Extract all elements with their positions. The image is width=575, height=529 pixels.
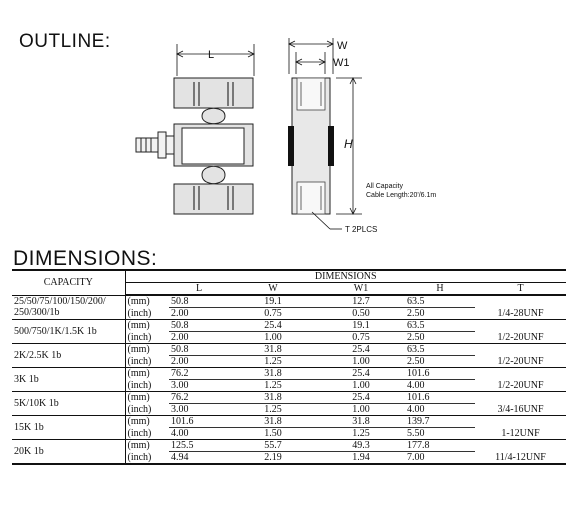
label-w: W (337, 40, 348, 52)
value-cell-t (475, 392, 566, 404)
unit-cell: (mm) (125, 320, 169, 332)
label-w1: W1 (333, 57, 350, 69)
value-cell-l: 76.2 (169, 392, 229, 404)
value-cell-h: 101.6 (405, 368, 475, 380)
value-cell-t: 1/2-20UNF (497, 331, 544, 343)
value-cell-t (475, 295, 566, 308)
unit-cell: (inch) (127, 427, 152, 439)
value-cell-h: 177.8 (405, 440, 475, 452)
load-cell-outline-drawing (0, 0, 575, 245)
value-cell-w: 25.4 (229, 320, 317, 332)
value-cell-t (475, 416, 566, 428)
value-cell-t (475, 344, 566, 356)
value-cell-w1: 19.1 (317, 320, 405, 332)
value-cell-w1: 1.25 (352, 428, 370, 439)
value-cell-l: 2.00 (171, 332, 189, 343)
value-cell-h: 2.50 (407, 332, 425, 343)
table-row (12, 392, 566, 404)
value-cell-h: 7.00 (405, 452, 475, 465)
value-cell-w: 19.1 (229, 295, 317, 308)
value-cell-l: 2.00 (171, 356, 189, 367)
dimension-w1 (296, 52, 325, 74)
capacity-cell (12, 416, 125, 440)
value-cell-t (475, 320, 566, 332)
value-cell-h: 4.00 (407, 404, 425, 415)
unit-cell: (mm) (125, 440, 169, 452)
value-cell-w: 31.8 (229, 392, 317, 404)
value-cell-w: 0.75 (264, 308, 282, 319)
label-h: H (344, 137, 353, 151)
unit-cell: (mm) (125, 392, 169, 404)
unit-cell: (mm) (125, 416, 169, 428)
table-row (12, 344, 566, 356)
capacity-line: 15K 1b (14, 422, 44, 433)
value-cell-t: 11/4-12UNF (475, 452, 566, 465)
value-cell-l: 50.8 (169, 320, 229, 332)
dimensions-heading: DIMENSIONS: (13, 247, 158, 270)
value-cell-w1: 0.50 (352, 308, 370, 319)
table-header-row (12, 270, 566, 283)
value-cell-l: 4.00 (171, 428, 189, 439)
column-header-w1: W1 (317, 283, 405, 296)
value-cell-w1: 0.75 (352, 332, 370, 343)
value-cell-w1: 12.7 (317, 295, 405, 308)
table-row (12, 416, 566, 428)
value-cell-l: 101.6 (169, 416, 229, 428)
value-cell-h: 4.00 (407, 380, 425, 391)
value-cell-t: 1/4-28UNF (497, 307, 544, 319)
capacity-line: 250/300/1b (14, 307, 60, 319)
capacity-cell (12, 368, 125, 392)
value-cell-h: 101.6 (405, 392, 475, 404)
value-cell-w: 1.50 (264, 428, 282, 439)
value-cell-w: 1.25 (264, 380, 282, 391)
value-cell-t: 1/2-20UNF (497, 355, 544, 367)
value-cell-l: 50.8 (169, 295, 229, 308)
value-cell-t: 3/4-16UNF (497, 403, 544, 415)
value-cell-h: 63.5 (405, 295, 475, 308)
dimensions-table (12, 269, 566, 465)
value-cell-l: 3.00 (171, 380, 189, 391)
value-cell-h: 63.5 (405, 320, 475, 332)
column-header-h: H (405, 283, 475, 296)
value-cell-t (475, 440, 566, 452)
capacity-line: 5K/10K 1b (14, 398, 59, 409)
unit-cell: (inch) (125, 452, 169, 465)
note-cable-length: Cable Length:20'/6.1m (366, 192, 437, 199)
outline-heading: OUTLINE: (19, 31, 111, 52)
value-cell-w1: 31.8 (317, 416, 405, 428)
capacity-cell (12, 320, 125, 344)
value-cell-h: 5.50 (407, 428, 425, 439)
value-cell-h: 139.7 (405, 416, 475, 428)
unit-cell: (inch) (127, 331, 152, 343)
value-cell-w: 31.8 (229, 368, 317, 380)
value-cell-w1: 1.00 (352, 404, 370, 415)
column-header-t: T (475, 283, 566, 296)
value-cell-w: 1.00 (264, 332, 282, 343)
capacity-cell (12, 295, 125, 320)
value-cell-w: 2.19 (229, 452, 317, 465)
capacity-line: 20K 1b (14, 446, 44, 457)
value-cell-h: 63.5 (405, 344, 475, 356)
unit-cell: (inch) (127, 307, 152, 319)
dimensions-header: DIMENSIONS (125, 270, 566, 283)
value-cell-w: 1.25 (264, 356, 282, 367)
value-cell-w1: 25.4 (317, 392, 405, 404)
table-row (12, 368, 566, 380)
unit-cell: (mm) (127, 296, 150, 308)
capacity-line: 25/50/75/100/150/200/ (14, 296, 106, 308)
dimension-l (177, 44, 254, 76)
capacity-line: 500/750/1K/1.5K 1b (14, 326, 97, 337)
value-cell-t: 1-12UNF (501, 427, 540, 439)
value-cell-w1: 1.00 (352, 356, 370, 367)
column-header-l: L (169, 283, 229, 296)
value-cell-t (475, 368, 566, 380)
label-l: L (207, 49, 215, 61)
unit-cell: (inch) (127, 403, 152, 415)
value-cell-w: 31.8 (229, 416, 317, 428)
capacity-cell (12, 392, 125, 416)
s-beam-side-view (288, 78, 334, 214)
value-cell-w1: 25.4 (317, 368, 405, 380)
value-cell-l: 50.8 (169, 344, 229, 356)
value-cell-w1: 1.00 (352, 380, 370, 391)
value-cell-l: 4.94 (169, 452, 229, 465)
capacity-cell (12, 440, 125, 465)
unit-cell: (inch) (127, 355, 152, 367)
value-cell-w1: 1.94 (317, 452, 405, 465)
value-cell-w: 55.7 (229, 440, 317, 452)
table-row (12, 320, 566, 332)
value-cell-w1: 49.3 (317, 440, 405, 452)
value-cell-w: 1.25 (264, 404, 282, 415)
column-header-w: W (229, 283, 317, 296)
value-cell-l: 76.2 (169, 368, 229, 380)
unit-cell: (inch) (127, 379, 152, 391)
unit-cell: (mm) (125, 368, 169, 380)
value-cell-h: 2.50 (407, 308, 425, 319)
unit-cell: (mm) (125, 344, 169, 356)
table-row (12, 440, 566, 452)
capacity-line: 3K 1b (14, 374, 39, 385)
value-cell-w: 31.8 (229, 344, 317, 356)
table-row (12, 295, 566, 308)
note-capacity: All Capacity (366, 183, 403, 190)
value-cell-l: 3.00 (171, 404, 189, 415)
capacity-line: 2K/2.5K 1b (14, 350, 62, 361)
label-t-2plcs: T 2PLCS (345, 225, 378, 234)
capacity-header: CAPACITY (12, 270, 125, 295)
capacity-cell (12, 344, 125, 368)
value-cell-l: 125.5 (169, 440, 229, 452)
value-cell-h: 2.50 (407, 356, 425, 367)
value-cell-w1: 25.4 (317, 344, 405, 356)
cable-gland (136, 132, 174, 158)
s-beam-front-view (174, 78, 253, 214)
t-leader (312, 212, 342, 229)
value-cell-t: 1/2-20UNF (497, 379, 544, 391)
value-cell-l: 2.00 (171, 308, 189, 319)
